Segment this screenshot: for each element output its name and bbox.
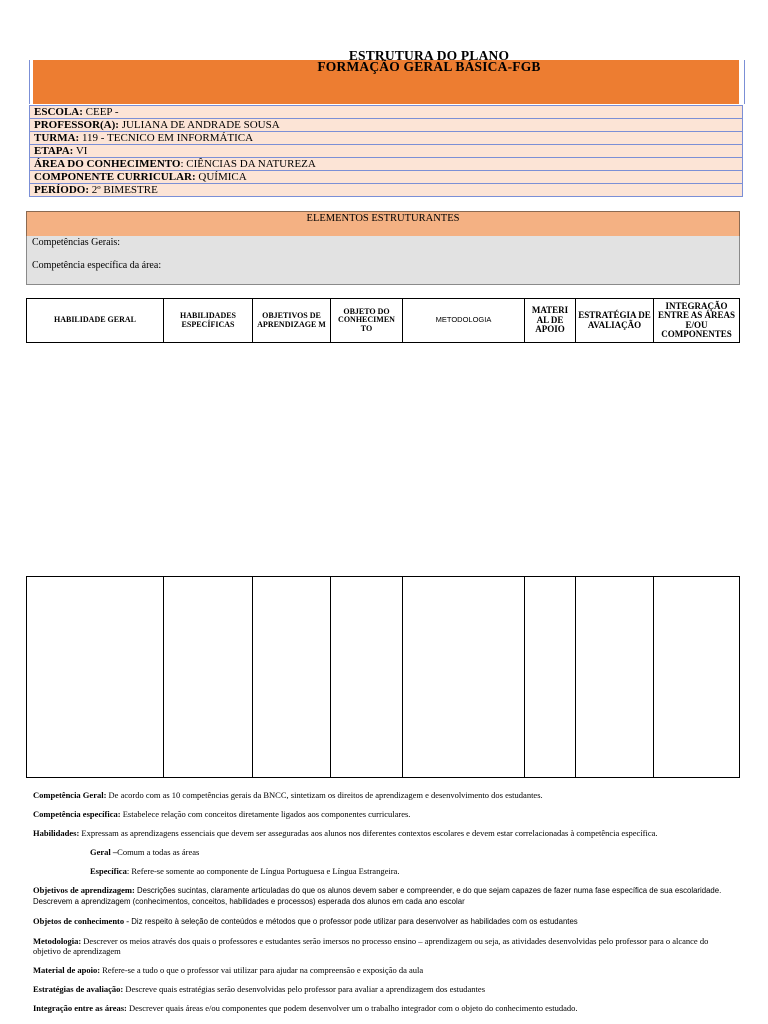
note-competencia-geral bbox=[33, 790, 737, 800]
note-text: : Refere-se somente ao componente de Língua Portuguesa e Língua Estrangeira. bbox=[126, 866, 400, 876]
info-area bbox=[30, 158, 742, 171]
info-value: 2º BIMESTRE bbox=[89, 184, 158, 196]
note-geral bbox=[33, 847, 737, 857]
info-professor bbox=[30, 119, 742, 132]
col-estrategia-avaliacao: ESTRATÉGIA DE AVALIAÇÃO bbox=[576, 299, 654, 342]
note-label: Geral – bbox=[90, 847, 118, 857]
note-label: Estratégias de avaliação: bbox=[33, 984, 124, 994]
elementos-header: ELEMENTOS ESTRUTURANTES bbox=[26, 211, 740, 237]
note-text: Refere-se a tudo o que o professor vai utilizar para ajudar na compreensão e exposição da aula bbox=[100, 965, 424, 975]
competencias-gerais-label: Competências Gerais: bbox=[32, 237, 121, 248]
page-title: ESTRUTURA DO PLANO bbox=[348, 48, 510, 63]
note-objetivos bbox=[33, 885, 737, 907]
info-label: ETAPA: bbox=[34, 145, 74, 157]
elementos-body bbox=[26, 236, 740, 285]
table-cell bbox=[403, 577, 525, 777]
school-info bbox=[29, 105, 743, 197]
table-cell bbox=[27, 577, 164, 777]
col-integracao: INTEGRAÇÃO ENTRE AS ÁREAS E/OU COMPONENTES bbox=[657, 300, 736, 339]
page-subtitle: FORMAÇÃO GERAL BÁSICA-FGB bbox=[317, 59, 541, 74]
note-objetos bbox=[33, 916, 737, 927]
col-objeto-conhecimento: OBJETO DO CONHECIMEN TO bbox=[331, 299, 403, 342]
info-label: PERÍODO: bbox=[34, 184, 89, 196]
info-label: COMPONENTE CURRICULAR: bbox=[34, 171, 196, 183]
note-label: Objetos de conhecimento - bbox=[33, 916, 130, 926]
note-label: Competência específica: bbox=[33, 809, 121, 819]
table-cell bbox=[331, 577, 403, 777]
plan-table-header bbox=[26, 298, 740, 343]
note-text: Descrever quais áreas e/ou componentes que podem desenvolver um o trabalho integrador com o objeto do conhecimento estudado. bbox=[126, 1003, 578, 1013]
info-label: ESCOLA: bbox=[34, 106, 83, 118]
info-etapa bbox=[30, 145, 742, 158]
info-label: ÁREA DO CONHECIMENTO bbox=[34, 158, 181, 170]
info-escola bbox=[30, 106, 742, 119]
info-periodo bbox=[30, 184, 742, 196]
info-turma bbox=[30, 132, 742, 145]
info-value: : CIÊNCIAS DA NATUREZA bbox=[180, 158, 316, 170]
table-cell bbox=[576, 577, 654, 777]
col-habilidade-geral: HABILIDADE GERAL bbox=[27, 299, 164, 342]
note-text: Descrições sucintas, claramente articuladas do que os alunos devem saber e compreender, e do que sejam capazes de fazer numa fase específica de sua escolaridade. Descrevem a aprendizagem (conhecimentos, conceitos, habilidades e processos) esperada dos alunos em cada ano escolar bbox=[33, 886, 722, 906]
note-material bbox=[33, 965, 737, 975]
note-label: Integração entre as áreas: bbox=[33, 1003, 127, 1013]
note-label: Habilidades: bbox=[33, 828, 80, 838]
note-integracao bbox=[33, 1003, 737, 1013]
note-text: Descreve quais estratégias serão desenvolvidas pelo professor para avaliar a aprendizagem dos estudantes bbox=[123, 984, 486, 994]
plan-table-body bbox=[26, 576, 740, 778]
note-text: Descrever os meios através dos quais o professores e estudantes serão imersos no processo ensino – aprendizagem ou seja, as atividades desenvolvidas pelo professor para o alcance do objetivo de aprendizagem bbox=[33, 936, 709, 956]
info-value: VI bbox=[73, 145, 88, 157]
note-label: Objetivos de aprendizagem: bbox=[33, 885, 135, 895]
table-cell bbox=[164, 577, 253, 777]
note-text: Diz respeito à seleção de conteúdos e métodos que o professor pode utilizar para desenvolver as habilidades com os estudantes bbox=[129, 917, 578, 926]
note-text: Expressam as aprendizagens essenciais que devem ser asseguradas aos alunos nos diferentes contextos escolares e devem estar correlacionadas à competência específica. bbox=[79, 828, 658, 838]
col-objetivos-aprendizagem: OBJETIVOS DE APRENDIZAGE M bbox=[253, 299, 331, 342]
note-label: Metodologia: bbox=[33, 936, 82, 946]
info-value: CEEP - bbox=[82, 106, 119, 118]
col-material-apoio: MATERI AL DE APOIO bbox=[525, 299, 576, 342]
table-cell bbox=[253, 577, 331, 777]
note-text: De acordo com as 10 competências gerais da BNCC, sintetizam os direitos de aprendizagem e desenvolvimento dos estudantes. bbox=[106, 790, 543, 800]
note-label: Material de apoio: bbox=[33, 965, 101, 975]
info-value: JULIANA DE ANDRADE SOUSA bbox=[118, 119, 280, 131]
col-habilidades-especificas: HABILIDADES ESPECÍFICAS bbox=[164, 299, 253, 342]
table-cell bbox=[654, 577, 739, 777]
col-metodologia: METODOLOGIA bbox=[403, 299, 525, 342]
info-componente bbox=[30, 171, 742, 184]
table-cell bbox=[525, 577, 576, 777]
info-value: QUÍMICA bbox=[195, 171, 247, 183]
note-label: Competência Geral: bbox=[33, 790, 107, 800]
info-value: 119 - TECNICO EM INFORMÁTICA bbox=[79, 132, 254, 144]
glossary-notes bbox=[33, 790, 737, 1022]
info-label: PROFESSOR(A): bbox=[34, 119, 119, 131]
note-metodologia bbox=[33, 936, 737, 956]
competencia-especifica-label: Competência específica da área: bbox=[32, 260, 162, 271]
info-label: TURMA: bbox=[34, 132, 80, 144]
note-competencia-especifica bbox=[33, 809, 737, 819]
note-text: Estabelece relação com conceitos diretamente ligados aos componentes curriculares. bbox=[120, 809, 411, 819]
note-habilidades bbox=[33, 828, 737, 838]
note-label: Específica bbox=[90, 866, 127, 876]
note-especifica bbox=[33, 866, 737, 876]
note-text: Comum a todas as áreas bbox=[117, 847, 200, 857]
note-estrategias bbox=[33, 984, 737, 994]
